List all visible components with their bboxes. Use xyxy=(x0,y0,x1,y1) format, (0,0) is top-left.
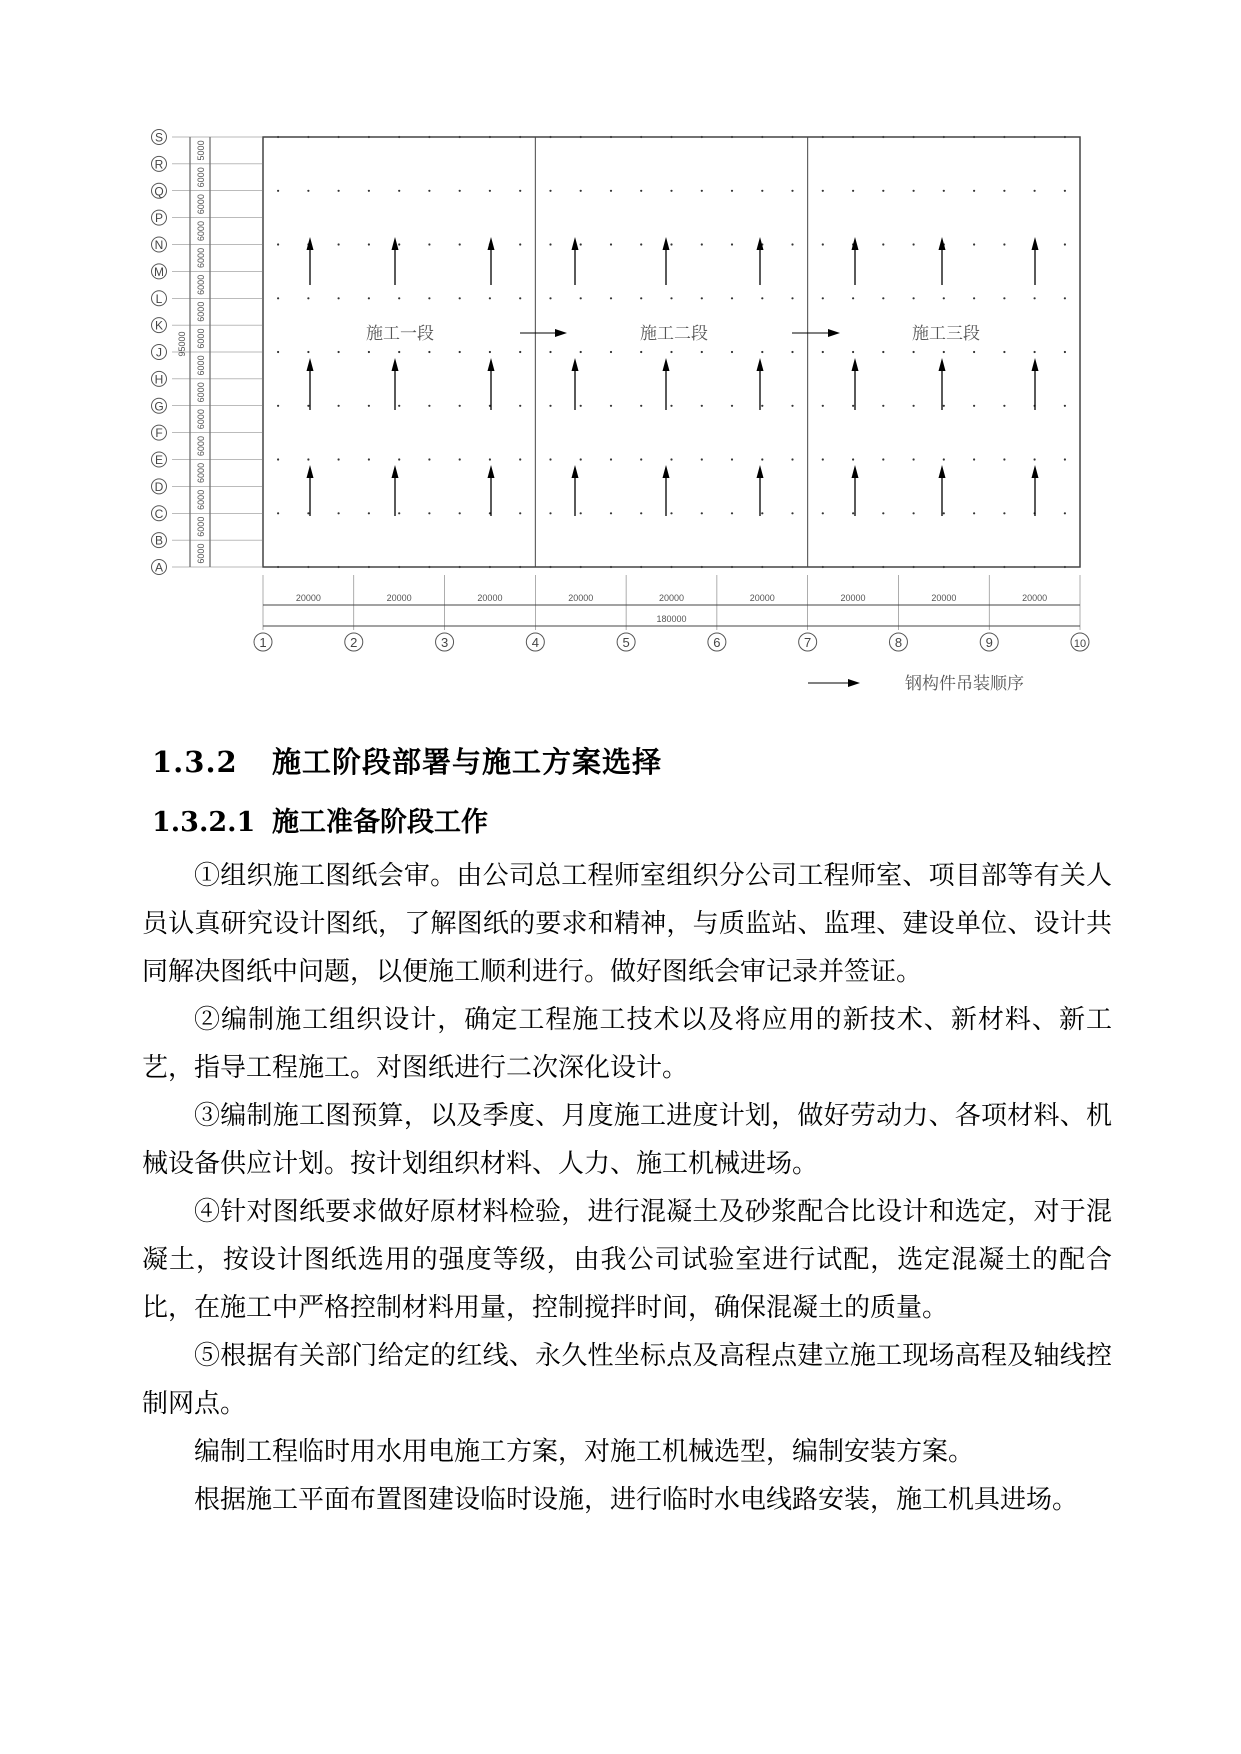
grid-dot xyxy=(1064,405,1066,407)
up-arrow-icon xyxy=(1032,358,1039,371)
grid-dot xyxy=(1034,190,1036,192)
grid-dot xyxy=(307,405,309,407)
grid-dot xyxy=(670,190,672,192)
right-arrow-icon xyxy=(828,329,840,337)
grid-dot xyxy=(428,458,430,460)
grid-dot xyxy=(761,512,763,514)
row-axis-label: K xyxy=(154,318,164,333)
grid-dot xyxy=(852,458,854,460)
grid-dot xyxy=(640,190,642,192)
grid-dot xyxy=(701,405,703,407)
grid-dot xyxy=(791,351,793,353)
grid-dot xyxy=(670,243,672,245)
grid-dot xyxy=(368,190,370,192)
up-arrow-icon xyxy=(307,237,314,250)
grid-dot xyxy=(519,458,521,460)
grid-dot xyxy=(640,351,642,353)
grid-dot xyxy=(368,243,370,245)
grid-dot xyxy=(761,351,763,353)
grid-lines xyxy=(172,137,1080,630)
grid-dot xyxy=(307,512,309,514)
grid-dot xyxy=(368,351,370,353)
grid-dot xyxy=(398,458,400,460)
column-axis-label: 4 xyxy=(531,635,539,650)
grid-dot xyxy=(640,458,642,460)
row-axis-label: M xyxy=(154,264,164,279)
grid-dot xyxy=(519,190,521,192)
grid-dot xyxy=(822,190,824,192)
grid-dot xyxy=(670,405,672,407)
grid-dot xyxy=(913,297,915,299)
total-height-label: 95000 xyxy=(177,331,187,357)
grid-dot xyxy=(791,405,793,407)
grid-dot xyxy=(973,190,975,192)
grid-dot xyxy=(368,458,370,460)
grid-dot xyxy=(1064,512,1066,514)
grid-dot xyxy=(1064,190,1066,192)
grid-dot xyxy=(731,190,733,192)
row-dimension-label: 6000 xyxy=(196,328,206,349)
grid-dot xyxy=(1064,297,1066,299)
grid-dot xyxy=(277,243,279,245)
column-dimension-label: 20000 xyxy=(1022,593,1048,603)
legend-label: 钢构件吊装顺序 xyxy=(905,674,1024,694)
up-arrow-icon xyxy=(488,465,495,478)
row-dimension-label: 6000 xyxy=(196,436,206,457)
grid-dot xyxy=(307,458,309,460)
row-dimension-label: 6000 xyxy=(196,167,206,188)
up-arrow-icon xyxy=(939,237,946,250)
up-arrow-icon xyxy=(1032,237,1039,250)
grid-dot xyxy=(398,351,400,353)
grid-dot xyxy=(277,351,279,353)
row-dimension-label: 6000 xyxy=(196,355,206,376)
grid-dot xyxy=(459,190,461,192)
grid-dot xyxy=(913,512,915,514)
grid-dot xyxy=(973,297,975,299)
row-axis-label: A xyxy=(154,560,164,575)
grid-dot xyxy=(640,243,642,245)
grid-dot xyxy=(852,190,854,192)
grid-dot xyxy=(580,297,582,299)
row-dimension-label: 6000 xyxy=(196,409,206,430)
up-arrow-icon xyxy=(663,465,670,478)
lifting-sequence-drawing xyxy=(0,0,1241,720)
up-arrow-icon xyxy=(307,358,314,371)
grid-dot xyxy=(913,190,915,192)
grid-dot xyxy=(549,243,551,245)
grid-dot xyxy=(1003,405,1005,407)
row-axis-label: J xyxy=(156,345,162,360)
row-dimension-label: 6000 xyxy=(196,462,206,483)
row-axis-label: B xyxy=(154,533,164,548)
grid-dot xyxy=(489,351,491,353)
up-arrow-icon xyxy=(939,358,946,371)
segment-label: 施工二段 xyxy=(640,324,708,344)
row-axis-bubbles xyxy=(152,130,167,575)
grid-dot xyxy=(398,297,400,299)
grid-dot xyxy=(973,243,975,245)
grid-dot xyxy=(277,458,279,460)
grid-dot xyxy=(791,297,793,299)
grid-dot xyxy=(822,351,824,353)
paragraph: 编制工程临时用水用电施工方案，对施工机械选型，编制安装方案。 xyxy=(194,1437,975,1467)
row-axis-label: E xyxy=(154,453,164,467)
grid-dot xyxy=(822,297,824,299)
column-dimension-label: 20000 xyxy=(386,593,412,603)
grid-dot xyxy=(368,297,370,299)
row-axis-label: H xyxy=(154,372,164,387)
grid-dot xyxy=(882,190,884,192)
grid-dot xyxy=(670,297,672,299)
grid-dot xyxy=(822,405,824,407)
grid-dot xyxy=(459,512,461,514)
column-dimension-label: 20000 xyxy=(295,593,321,603)
row-dimension-label: 6000 xyxy=(196,382,206,403)
row-axis-label: D xyxy=(154,479,164,494)
grid-dot xyxy=(670,351,672,353)
grid-dot xyxy=(277,190,279,192)
column-axis-bubbles xyxy=(254,633,1089,651)
grid-dot xyxy=(852,351,854,353)
segment-label: 施工一段 xyxy=(366,324,434,344)
grid-dot xyxy=(580,351,582,353)
section-title: 施工阶段部署与施工方案选择 xyxy=(272,745,663,779)
subsection-title: 施工准备阶段工作 xyxy=(272,807,488,838)
grid-dot xyxy=(670,512,672,514)
grid-dot xyxy=(791,190,793,192)
grid-dot xyxy=(428,405,430,407)
up-arrow-icon xyxy=(757,358,764,371)
column-axis-label: 8 xyxy=(894,635,903,650)
grid-dot xyxy=(943,351,945,353)
grid-dot xyxy=(549,190,551,192)
column-axis-label: 5 xyxy=(622,635,630,650)
grid-dot xyxy=(640,297,642,299)
section-heading xyxy=(152,740,662,781)
column-axis-label: 6 xyxy=(713,635,721,650)
grid-dot xyxy=(761,458,763,460)
grid-dot xyxy=(1064,458,1066,460)
grid-dot xyxy=(489,458,491,460)
column-dimension-label: 20000 xyxy=(749,593,775,603)
paragraph: 根据施工平面布置图建设临时设施，进行临时水电线路安装，施工机具进场。 xyxy=(194,1485,1079,1515)
grid-dot xyxy=(852,512,854,514)
legend xyxy=(808,674,1024,694)
row-axis-label: N xyxy=(154,238,164,252)
grid-dot xyxy=(1034,297,1036,299)
subsection-heading xyxy=(152,800,488,839)
grid-dot xyxy=(701,512,703,514)
grid-dot xyxy=(913,243,915,245)
column-dimension-label: 20000 xyxy=(840,593,866,603)
grid-dot xyxy=(731,351,733,353)
grid-dot xyxy=(398,512,400,514)
grid-dot xyxy=(338,351,340,353)
grid-dot xyxy=(973,405,975,407)
column-dimension-label: 20000 xyxy=(568,593,594,603)
grid-dot xyxy=(1034,458,1036,460)
grid-dot xyxy=(549,405,551,407)
row-dimension-label: 5000 xyxy=(196,140,206,161)
up-arrow-icon xyxy=(852,465,859,478)
grid-dot xyxy=(670,458,672,460)
grid-dot xyxy=(1003,243,1005,245)
grid-dot xyxy=(973,458,975,460)
grid-dot xyxy=(338,512,340,514)
grid-dot xyxy=(791,243,793,245)
grid-dot xyxy=(307,351,309,353)
grid-dot xyxy=(640,405,642,407)
grid-dot xyxy=(943,405,945,407)
grid-dot xyxy=(701,458,703,460)
grid-dot xyxy=(277,297,279,299)
total-width-label: 180000 xyxy=(656,614,687,624)
up-arrow-icon xyxy=(392,358,399,371)
grid-dot xyxy=(852,297,854,299)
row-axis-label: Q xyxy=(154,184,164,199)
grid-dot xyxy=(277,405,279,407)
grid-dot xyxy=(1003,512,1005,514)
grid-dot xyxy=(791,458,793,460)
grid-dot xyxy=(368,512,370,514)
grid-dot xyxy=(1064,351,1066,353)
grid-dot xyxy=(882,458,884,460)
grid-dot xyxy=(398,243,400,245)
segment-label: 施工三段 xyxy=(912,324,980,344)
grid-dot xyxy=(580,512,582,514)
grid-dot xyxy=(610,297,612,299)
grid-dot xyxy=(1034,351,1036,353)
grid-dot xyxy=(519,512,521,514)
grid-dot xyxy=(882,297,884,299)
grid-dot xyxy=(913,405,915,407)
grid-dot xyxy=(761,405,763,407)
grid-dot xyxy=(549,458,551,460)
row-dimension-label: 6000 xyxy=(196,301,206,322)
grid-dot xyxy=(519,243,521,245)
grid-dot xyxy=(338,297,340,299)
grid-dot xyxy=(640,512,642,514)
grid-dot xyxy=(731,297,733,299)
grid-dot xyxy=(701,190,703,192)
grid-dot xyxy=(368,405,370,407)
column-dimension-label: 20000 xyxy=(658,593,685,603)
grid-dot xyxy=(852,405,854,407)
grid-dot xyxy=(489,297,491,299)
grid-dot xyxy=(610,458,612,460)
grid-dot xyxy=(610,512,612,514)
grid-dot xyxy=(549,297,551,299)
row-dimension-label: 6000 xyxy=(196,516,206,537)
grid-dot xyxy=(338,458,340,460)
up-arrow-icon xyxy=(392,465,399,478)
up-arrow-icon xyxy=(488,237,495,250)
grid-dot xyxy=(428,512,430,514)
grid-dot xyxy=(1003,458,1005,460)
grid-dot xyxy=(822,243,824,245)
up-arrow-icon xyxy=(757,465,764,478)
row-axis-label: C xyxy=(154,506,164,521)
up-arrow-icon xyxy=(392,237,399,250)
paragraph: ③编制施工图预算，以及季度、月度施工进度计划，做好劳动力、各项材料、机械设备供应计划。按计划组织材料、人力、施工机械进场。 xyxy=(142,1101,1112,1179)
column-axis-label: 2 xyxy=(350,635,358,650)
grid-dot xyxy=(913,351,915,353)
grid-dot xyxy=(822,458,824,460)
grid-dot xyxy=(610,405,612,407)
up-arrow-icon xyxy=(572,465,579,478)
grid-dot xyxy=(307,190,309,192)
grid-dot xyxy=(610,351,612,353)
column-dimension-label: 20000 xyxy=(931,593,957,603)
column-axis-label: 1 xyxy=(259,635,267,650)
grid-dot xyxy=(489,190,491,192)
grid-dot xyxy=(398,405,400,407)
paragraph: ④针对图纸要求做好原材料检验，进行混凝土及砂浆配合比设计和选定，对于混凝土，按设计图纸选用的强度等级，由我公司试验室进行试配，选定混凝土的配合比，在施工中严格控制材料用量，控制搅拌时间，确保混凝土的质量。 xyxy=(142,1197,1112,1323)
grid-dot xyxy=(761,190,763,192)
grid-dot xyxy=(882,512,884,514)
grid-dot xyxy=(428,351,430,353)
grid-dot xyxy=(731,405,733,407)
grid-dot xyxy=(459,243,461,245)
grid-dot xyxy=(610,190,612,192)
paragraph: ②编制施工组织设计，确定工程施工技术以及将应用的新技术、新材料、新工艺，指导工程施工。对图纸进行二次深化设计。 xyxy=(142,1005,1112,1083)
grid-dot xyxy=(701,297,703,299)
grid-dot xyxy=(973,351,975,353)
grid-dot xyxy=(580,458,582,460)
row-dimension-label: 6000 xyxy=(196,194,206,215)
grid-dot xyxy=(398,190,400,192)
grid-dot xyxy=(701,351,703,353)
grid-dot xyxy=(913,458,915,460)
grid-dot xyxy=(1064,243,1066,245)
up-arrow-icon xyxy=(939,465,946,478)
grid-dot xyxy=(307,297,309,299)
grid-dot xyxy=(459,351,461,353)
paragraph: ①组织施工图纸会审。由公司总工程师室组织分公司工程师室、项目部等有关人员认真研究设计图纸，了解图纸的要求和精神，与质监站、监理、建设单位、设计共同解决图纸中问题，以便施工顺利进行。做好图纸会审记录并签证。 xyxy=(142,861,1112,987)
row-axis-label: R xyxy=(154,157,164,172)
grid-dot xyxy=(338,190,340,192)
row-dimension-label: 6000 xyxy=(196,247,206,268)
row-axis-label: S xyxy=(154,130,164,145)
up-arrow-icon xyxy=(852,237,859,250)
grid-dot xyxy=(610,243,612,245)
grid-dot xyxy=(338,243,340,245)
grid-dot xyxy=(459,297,461,299)
grid-dot xyxy=(519,351,521,353)
grid-dot xyxy=(943,190,945,192)
grid-dot xyxy=(943,297,945,299)
grid-dot xyxy=(428,297,430,299)
grid-dot xyxy=(338,405,340,407)
column-axis-label: 9 xyxy=(985,635,993,650)
grid-dot xyxy=(459,405,461,407)
up-arrow-icon xyxy=(307,465,314,478)
grid-dot xyxy=(882,243,884,245)
grid-dot xyxy=(1003,297,1005,299)
grid-dot xyxy=(580,405,582,407)
lifting-arrows xyxy=(307,237,1039,516)
row-dimension-label: 6000 xyxy=(196,543,206,564)
up-arrow-icon xyxy=(1032,465,1039,478)
grid-dot xyxy=(277,512,279,514)
row-axis-label: P xyxy=(154,211,164,226)
right-arrow-icon xyxy=(555,329,567,337)
legend-arrow-icon xyxy=(848,679,860,687)
up-arrow-icon xyxy=(663,358,670,371)
grid-dot xyxy=(549,351,551,353)
grid-dot xyxy=(701,243,703,245)
grid-dot xyxy=(973,512,975,514)
row-dimension-label: 6000 xyxy=(196,221,206,242)
grid-dot xyxy=(519,297,521,299)
column-axis-label: 7 xyxy=(804,635,812,650)
grid-dot xyxy=(428,190,430,192)
row-axis-label: L xyxy=(155,291,163,306)
grid-dot xyxy=(1003,190,1005,192)
grid-dot xyxy=(549,512,551,514)
up-arrow-icon xyxy=(488,358,495,371)
grid-dot xyxy=(459,458,461,460)
subsection-number: 1.3.2.1 xyxy=(152,807,256,838)
body-text xyxy=(142,852,1112,1524)
grid-dot xyxy=(731,458,733,460)
row-dimension-label: 6000 xyxy=(196,489,206,510)
section-number: 1.3.2 xyxy=(152,745,238,779)
row-axis-label: G xyxy=(154,399,164,414)
grid-dot xyxy=(1003,351,1005,353)
row-axis-label: F xyxy=(155,426,163,441)
segment-labels xyxy=(366,324,980,344)
column-dimensions xyxy=(296,593,1047,624)
grid-dot xyxy=(943,512,945,514)
column-axis-label: 3 xyxy=(440,635,449,650)
paragraph: ⑤根据有关部门给定的红线、永久性坐标点及高程点建立施工现场高程及轴线控制网点。 xyxy=(142,1341,1112,1419)
grid-dot xyxy=(882,351,884,353)
up-arrow-icon xyxy=(572,358,579,371)
column-axis-label: 10 xyxy=(1073,638,1087,650)
grid-dot xyxy=(882,405,884,407)
grid-dot xyxy=(731,243,733,245)
up-arrow-icon xyxy=(572,237,579,250)
column-dimension-label: 20000 xyxy=(477,593,503,603)
grid-dot xyxy=(822,512,824,514)
grid-dot xyxy=(580,243,582,245)
row-dimension-label: 6000 xyxy=(196,274,206,295)
grid-dot xyxy=(731,512,733,514)
grid-dot xyxy=(791,512,793,514)
grid-dot xyxy=(943,458,945,460)
grid-dot xyxy=(428,243,430,245)
up-arrow-icon xyxy=(852,358,859,371)
up-arrow-icon xyxy=(663,237,670,250)
grid-dot xyxy=(761,297,763,299)
grid-dot xyxy=(519,405,521,407)
grid-dot xyxy=(580,190,582,192)
